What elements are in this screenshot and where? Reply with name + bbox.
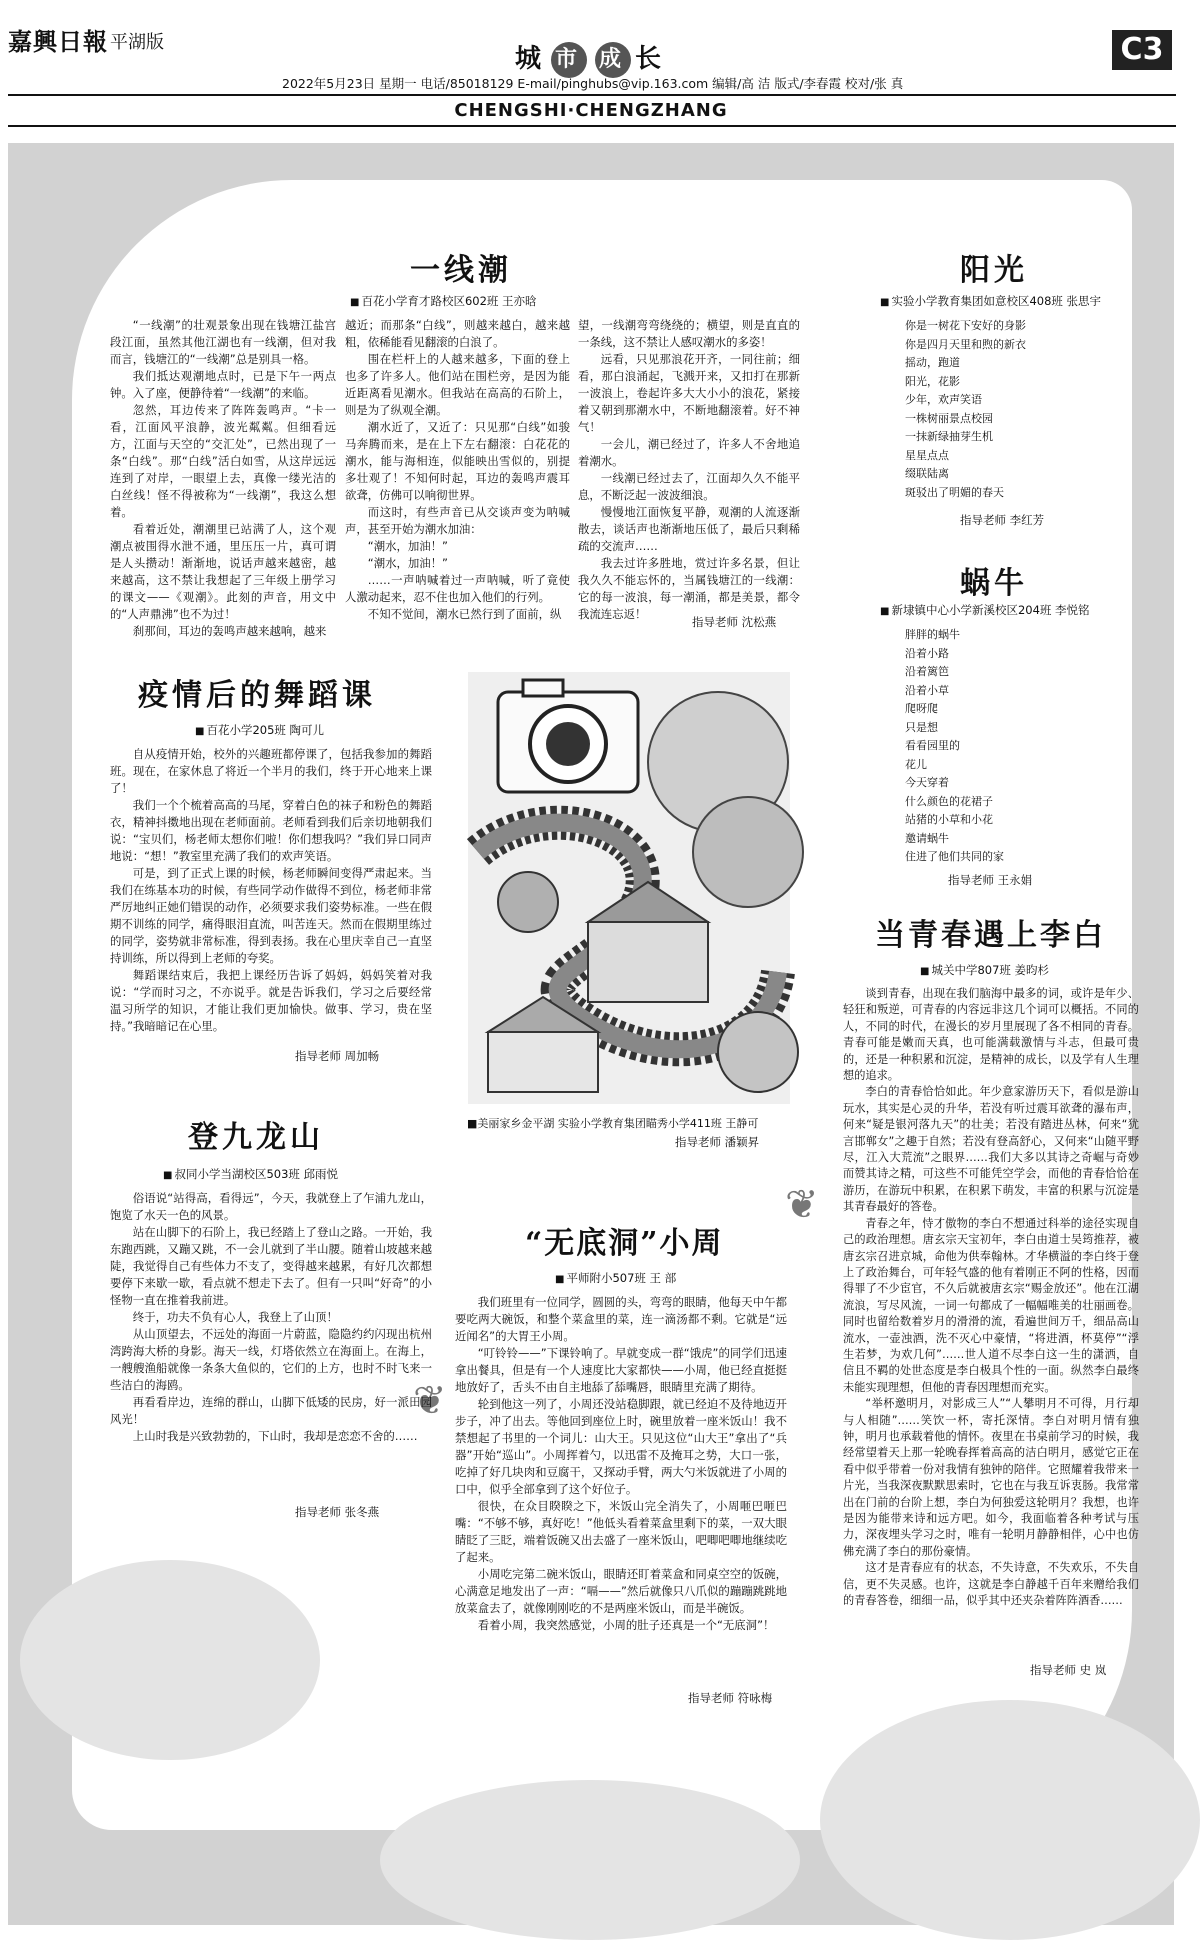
butterfly-icon: ❦: [413, 1378, 447, 1424]
paragraph: 自从疫情开始，校外的兴趣班都停课了，包括我参加的舞蹈班。现在，在家休息了将近一个半月的我们，终于开心地来上课了！: [110, 747, 432, 795]
poem-line: 一抹新绿抽芽生机: [905, 430, 993, 443]
paragraph: 忽然，耳边传来了阵阵轰鸣声。“卡一看，江面风平浪静，波光粼粼。但细看远方，江面与天空的“交汇处”，已然出现了一条“白线”。那“白线”活白如雪，从这岸远远连到了对岸，一眼望上去，真像一缕光洁的白丝线！怪不得被称为“一线潮”，我这么想着。: [110, 403, 336, 519]
dateline: 2022年5月23日 星期一 电话/85018129 E-mail/pinghubs@vip.163.com 编辑/高 洁 版式/李春霞 校对/张 真: [282, 76, 904, 91]
paragraph: 我们一个个梳着高高的马尾，穿着白色的袜子和粉色的舞蹈衣，精神抖擞地出现在老师面前。老师看到我们后亲切地朝我们说：“宝贝们，杨老师太想你们啦！你们想我吗？”我们异口同声地说：“想！”教室里充满了我们的欢声笑语。: [110, 798, 432, 863]
poem-line: 缀联陆离: [905, 467, 949, 480]
paragraph: 一线潮已经过去了，江面却久久不能平息，不断泛起一波波细浪。: [578, 471, 800, 502]
article-byline: ■ 城关中学807班 姜昀杉: [920, 962, 1049, 978]
paragraph: “潮水，加油！”: [367, 556, 448, 570]
article-title: “无底洞”小周: [525, 1226, 724, 1261]
paragraph: 俗语说“站得高，看得远”，今天，我就登上了乍浦九龙山，饱览了水天一色的风景。: [110, 1191, 432, 1222]
drawing-illustration: [468, 672, 790, 1104]
teacher-credit: 指导老师 张冬燕: [295, 1505, 380, 1519]
paragraph: 再看看岸边，连绵的群山，山脚下低矮的民房，好一派田园风光！: [110, 1395, 432, 1426]
poem-line: 少年，欢声笑语: [905, 393, 982, 406]
paragraph: 远看，只见那浪花开齐，一同往前；细看，那白浪涌起，飞溅开来，又扣打在那新一波浪上，卷起许多大大小小的浪花，紧接着又朝到那潮水中，不断地翻滚着。好不神气！: [578, 352, 800, 434]
teacher-credit: 指导老师 李红芳: [960, 513, 1045, 527]
paragraph: 我们班里有一位同学，圆圆的头，弯弯的眼睛，他每天中午都要吃两大碗饭，和整个菜盒里的菜，连一滴汤都不剩。它就是“远近闻名”的大胃王小周。: [455, 1295, 787, 1343]
section-char-badge: 市: [551, 42, 587, 78]
paragraph: 李白的青春恰恰如此。年少意家游历天下，看似是游山玩水，其实是心灵的升华，若没有听过震耳欲聋的瀑布声，何来“疑是银河落九天”的壮美；若没有踏进丛林，何来“犹言邯郸女”之趣于自然；若没有登高舒心，又何来“山随平野尽，江入大荒流”之眼界……我们大多以其诗之奇崛与奇妙而赞其诗之精，可这些不可能凭空学会，而他的青春恰恰在游历，在游玩中积累，在积累下萌发，丰富的积累与沉淀是其青春最好的答卷。: [843, 1085, 1139, 1214]
paragraph: “叮铃铃——”下课铃响了。早就变成一群“饿虎”的同学们迅速拿出餐具，但是有一个人速度比大家都快——小周，他已经直挺挺地放好了，舌头不由自主地舔了舔嘴唇，眼睛里充满了期待。: [455, 1346, 787, 1394]
teacher-credit: 指导老师 潘颖昇: [675, 1135, 760, 1149]
newspaper-logo: 嘉興日報: [8, 27, 108, 56]
paragraph: 站在山脚下的石阶上，我已经踏上了登山之路。一开始，我东跑西跳，又蹦又跳，不一会儿就到了半山腰。随着山坡越来越陡，我觉得自己有些体力不支了，变得越来越累，有好几次都想要停下来歇一歇，看点就不想走下去了。但有一只叫“好奇”的小怪物一直在推着我前进。: [110, 1225, 432, 1307]
article-title: 登九龙山: [188, 1120, 324, 1155]
page-number-badge: C3: [1112, 30, 1172, 70]
paragraph: “举杯邀明月，对影成三人”“人攀明月不可得，月行却与人相随”……笑饮一杯，寄托深情。李白对明月情有独钟，明月也承载着他的情怀。夜里在书桌前学习的时候，我经常望着天上那一轮晚春挥着高高的洁白明月，感觉它正在看中似乎带着一份对我情有独钟的陪伴。它照耀着我带来一片光，当我深夜默默思索时，它也在与我互诉衷肠。我常常出在门前的台阶上想，李白为何独爱这轮明月？我想，也许是因为能带来诗和远方吧。如今，我面临着各种考试与压力，深夜埋头学习之时，唯有一轮明月静静相伴，心中也仿佛充满了李白的那份豪情。: [843, 1397, 1139, 1558]
paragraph: 终于，功夫不负有心人，我登上了山顶！: [132, 1310, 338, 1324]
poem-line: 沿着小草: [905, 683, 949, 697]
paragraph: 而这时，有些声音已从交谈声变为呐喊声，甚至开始为潮水加油：: [345, 505, 570, 536]
paragraph: 很快，在众目睽睽之下，米饭山完全消失了，小周咂巴咂巴嘴：“不够不够，真好吃！”他低头看着菜盒里剩下的菜，一双大眼睛眨了三眨，端着饭碗又出去盛了一座米饭山，吧唧吧唧地继续吃了起来。: [455, 1499, 787, 1564]
teacher-credit: 指导老师 周加畅: [295, 1049, 380, 1063]
poem-line: 今天穿着: [905, 776, 949, 789]
paragraph: 青春之年，恃才傲物的李白不想通过科举的途径实现自己的政治理想。唐玄宗天宝初年，李白由道士吴筠推荐，被唐玄宗召进京城，命他为供奉翰林。才华横溢的李白终于登上了政治舞台，可年轻气盛的他有着刚正不阿的性格，因而得罪了不少宦官，不久后就被唐玄宗“赐金放还”。他在江湖流浪，写尽风流，一词一句都成了一幅幅唯美的壮丽画卷。同时也留给数着岁月的滑滑的流，看遍世间万千，细品高山流水，一壶浊酒，洗不灭心中豪情，“将进酒，杯莫停”“浮生若梦，为欢几何”……世人道不尽李白这一生的潇洒，自信且不羁的处世态度是李白极具个性的一面。纵然李白最终未能实现理想，但他的青春因理想而充实。: [843, 1216, 1139, 1394]
paragraph: 轮到他这一列了，小周还没站稳脚跟，就已经迫不及待地迈开步子，冲了出去。等他回到座位上时，碗里放着一座米饭山！我不禁想起了书里的一个词儿：山大王。只见这位“山大王”拿出了“兵器”开始“巡山”。小周挥着勺，以迅雷不及掩耳之势，大口一张，吃掉了好几块肉和豆腐干，又探动手臂，两大勺米饭就进了小周的口中，似乎全部拿到了这个好位子。: [455, 1397, 787, 1496]
paragraph: ……一声呐喊着过一声呐喊，听了竟使人激动起来，忍不住也加入他们的行列。: [345, 573, 570, 604]
article-title: 当青春遇上李白: [875, 918, 1106, 953]
butterfly-icon: ❦: [785, 1182, 819, 1228]
paragraph: 从山顶望去，不远处的海面一片蔚蓝，隐隐约约闪现出杭州湾跨海大桥的身影。海天一线，灯塔依然立在海面上。在海上，一艘艘渔船就像一条条大鱼似的，它们的上方，也时不时飞来一些洁白的海鸥。: [110, 1327, 432, 1392]
poem-line: 看看园里的: [905, 739, 960, 752]
section-char: 长: [635, 44, 668, 74]
paragraph: 潮水近了，又近了：只见那“白线”如骏马奔腾而来，是在上下左右翻滚：白花花的潮水，能与海相连，似能映出雪似的，别提多壮观了！不知何时起，耳边的轰鸣声震耳欲聋，仿佛可以响彻世界。: [345, 420, 570, 502]
poem-line: 沿着篱笆: [905, 665, 949, 678]
cloud-decoration: [820, 1700, 1200, 1940]
edition-label: 平湖版: [110, 32, 164, 53]
article-column: [110, 317, 336, 638]
paragraph: 我去过许多胜地，赏过许多名景，但让我久久不能忘怀的，当属钱塘江的一线潮：它的每一波浪，每一潮涌，都是美景，都令我流连忘返！: [578, 556, 800, 621]
paragraph: 我们抵达观潮地点时，已是下午一两点钟。入了座，便静待着“一线潮”的来临。: [110, 369, 336, 400]
poem-line: 一株树丽景点校园: [905, 411, 993, 425]
poem-line: 星星点点: [905, 448, 949, 462]
section-pinyin: CHENGSHI·CHENGZHANG: [454, 100, 728, 121]
paragraph: 不知不觉间，潮水已然行到了面前，纵: [367, 607, 562, 621]
article-body: [843, 986, 1139, 1636]
paragraph: 可是，到了正式上课的时候，杨老师瞬间变得严肃起来。当我们在练基本功的时候，有些同学动作做得不到位，杨老师非常严厉地纠正她们错误的动作，必须要求我们姿势标准。一些在假期不训练的同学，痛得眼泪直流，叫苦连天。然而在假期里练过的同学，姿势就非常标准，得到表扬。我在心里庆幸自己一直坚持训练，所以得到上老师的夸奖。: [110, 866, 432, 965]
poem-line: 站猪的小草和小花: [905, 813, 993, 826]
poem-line: 胖胖的蜗牛: [905, 628, 960, 641]
poem-line: 只是想: [905, 720, 938, 734]
teacher-credit: 指导老师 史 岚: [1030, 1663, 1107, 1677]
paragraph: 望，一线潮弯弯绕绕的；横望，则是直直的一条线，这不禁让人感叹潮水的多姿！: [578, 318, 800, 349]
paragraph: 越近；而那条“白线”，则越来越白，越来越粗，依稀能看见翻滚的白浪了。: [345, 318, 570, 349]
article-title: 疫情后的舞蹈课: [138, 678, 376, 713]
article-byline: ■ 百花小学205班 陶可儿: [195, 722, 324, 738]
paragraph: 舞蹈课结束后，我把上课经历告诉了妈妈，妈妈笑着对我说：“学而时习之，不亦说乎。就是告诉我们，学习之后要经常温习所学的知识，才能让我们更加愉快。做事、学习，贵在坚持。”我暗暗记在心里。: [110, 968, 432, 1033]
paragraph: “一线潮”的壮观景象出现在钱塘江盐宫段江面，虽然其他江湖也有一线潮，但对我而言，钱塘江的“一线潮”总是别具一格。: [110, 318, 336, 366]
paragraph: 上山时我是兴致勃勃的，下山时，我却是恋恋不舍的……: [132, 1429, 418, 1443]
paragraph: 看着近处，潮潮里已站满了人，这个观潮点被围得水泄不通，里压压一片，真可谓是人头攒动！渐渐地，说话声越来越密，越来越高，这不禁让我想起了三年级上册学习的课文——《观潮》。此刻的声音，用文中的“人声鼎沸”也不为过！: [110, 522, 336, 621]
paragraph: 这才是青春应有的状态，不失诗意，不失欢乐，不失自信，更不失灵感。也许，这就是李白静越千百年来赠给我们的青春答卷，细细一品，似乎其中还夹杂着阵阵酒香……: [843, 1561, 1139, 1608]
poem-line: 阳光，花影: [905, 374, 960, 388]
teacher-credit: 指导老师 符咏梅: [688, 1691, 773, 1705]
poem-line: 什么颜色的花裙子: [905, 794, 993, 808]
poem-body: [905, 317, 1026, 502]
poem-line: 你是一树花下安好的身影: [905, 319, 1026, 332]
cloud-decoration: [20, 1560, 320, 1760]
poem-line: 花儿: [905, 757, 927, 771]
poem-line: 邀请蜗牛: [905, 831, 949, 845]
article-body: [110, 1190, 432, 1506]
paragraph: 看着小周，我突然感觉，小周的肚子还真是一个“无底洞”！: [477, 1618, 775, 1632]
paragraph: 一会儿，潮已经过了，许多人不舍地追着潮水。: [578, 437, 800, 468]
artwork-caption: ■美丽家乡金平湖 实验小学教育集团瞄秀小学411班 王静可: [467, 1117, 759, 1130]
teacher-credit: 指导老师 沈松燕: [692, 615, 777, 629]
article-title: 阳光: [960, 253, 1028, 288]
article-column: [578, 317, 800, 621]
section-char-badge: 成: [595, 42, 631, 78]
paragraph: “潮水，加油！”: [367, 539, 448, 553]
article-byline: ■ 平师附小507班 王 部: [555, 1270, 676, 1286]
student-drawing: [468, 672, 790, 1104]
paragraph: 慢慢地江面恢复平静，观潮的人流逐渐散去，谈话声也渐渐地压低了，最后只剩稀疏的交流声……: [578, 505, 800, 553]
cloud-decoration: [380, 1780, 800, 1940]
article-byline: ■ 叔同小学当湖校区503班 邱雨悦: [163, 1166, 338, 1182]
poem-line: 你是四月天里和煦的新衣: [905, 337, 1026, 351]
article-byline: ■ 实验小学教育集团如意校区408班 张思宇: [880, 293, 1101, 309]
paragraph: 刹那间，耳边的轰鸣声越来越响，越来: [132, 624, 327, 638]
poem-body: [905, 626, 1004, 867]
paragraph: 围在栏杆上的人越来越多，下面的登上也多了许多人。他们站在围栏旁，是因为能近距离看见潮水。但我站在高高的石阶上，则是为了纵观全潮。: [345, 352, 570, 417]
article-byline: ■ 百花小学育才路校区602班 王亦晗: [350, 293, 537, 309]
article-column: [345, 317, 570, 627]
article-body: [110, 746, 432, 1046]
article-byline: ■ 新埭镇中心小学新溪校区204班 李悦铭: [880, 602, 1090, 618]
poem-line: 斑驳出了明媚的春天: [905, 485, 1004, 499]
header-rule: [8, 125, 1176, 127]
poem-line: 住进了他们共同的家: [905, 850, 1004, 863]
poem-line: 摇动，跑道: [905, 356, 960, 369]
article-title: 蜗牛: [960, 566, 1028, 601]
poem-line: 沿着小路: [905, 646, 949, 660]
article-body: [455, 1294, 787, 1672]
header-rule: [8, 94, 1176, 96]
article-title: 一线潮: [410, 253, 512, 288]
section-title: [515, 38, 667, 78]
paragraph: 谈到青春，出现在我们脑海中最多的词，或许是年少、轻狂和叛逆，可青春的内容远非这几个词可以概括。不同的人，不同的时代，在漫长的岁月里展现了各不相同的青春。青春可能是嫩而天真，也可能满载激情与斗志，但最可贵的，还是一种积累和沉淀，是精神的成长，以及学有人生理想的追求。: [843, 987, 1139, 1083]
poem-line: 爬呀爬: [905, 702, 938, 715]
teacher-credit: 指导老师 王永娟: [948, 873, 1033, 887]
paragraph: 小周吃完第二碗米饭山，眼睛还盯着菜盒和同桌空空的饭碗，心满意足地发出了一声：“嗝——”然后就像只八爪似的蹦蹦跳跳地放菜盒去了，就像刚刚吃的不是两座米饭山，而是半碗饭。: [455, 1567, 787, 1615]
section-char: 城: [515, 44, 548, 74]
